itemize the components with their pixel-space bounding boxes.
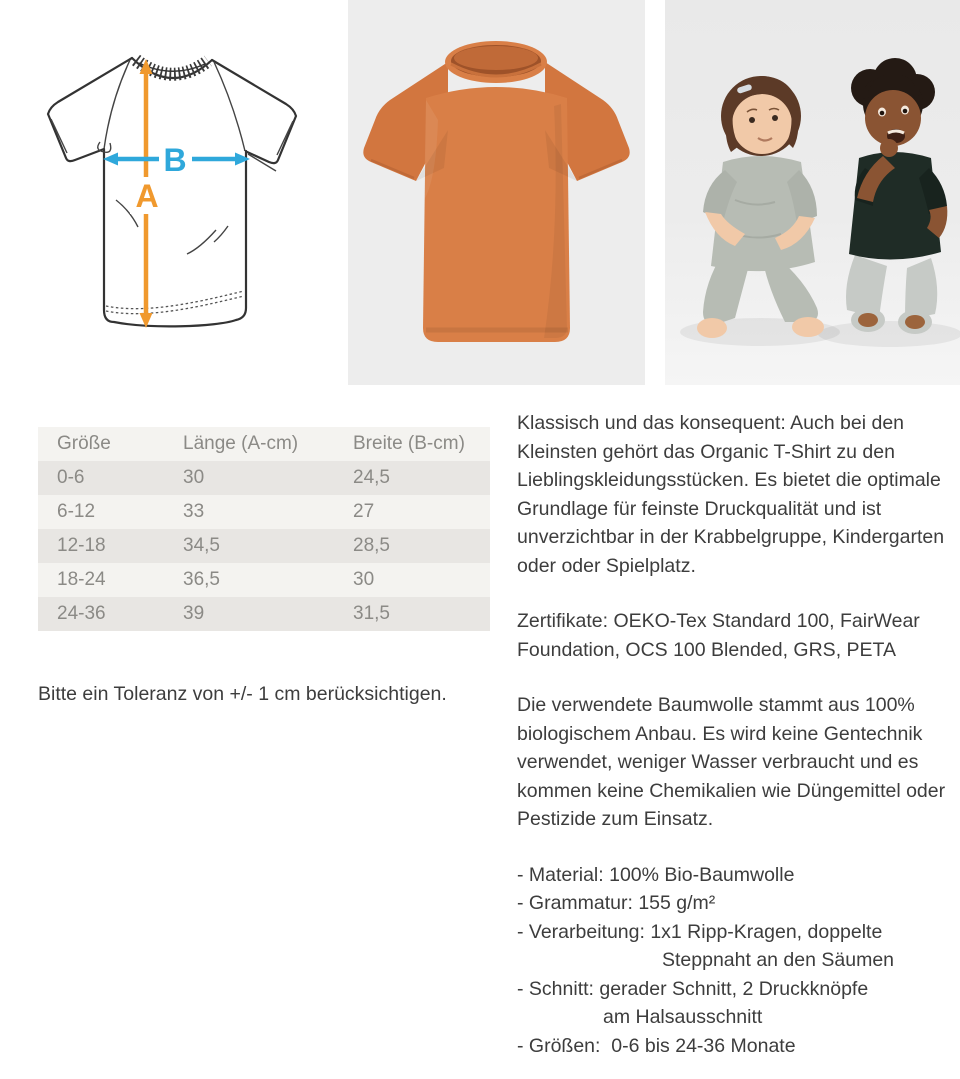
spec-list [517, 861, 947, 1061]
cell-length: 33 [183, 501, 205, 522]
baby-left [697, 76, 824, 338]
table-row [38, 563, 490, 597]
cell-size: 0-6 [57, 467, 85, 488]
col-header-width: Breite (B-cm) [353, 433, 465, 454]
cell-width: 30 [353, 569, 375, 590]
description-paragraph-intro: Klassisch und das konsequent: Auch bei den Kleinsten gehört das Organic T-Shirt zu den Lieblingskleidungsstücken. Es bietet die optimale Grundlage für feinste Druckqualität und ist unverzichtbar in der Krabbelgruppe, Kindergarten oder oder Spielplatz. [517, 412, 945, 577]
cell-length: 36,5 [183, 569, 220, 590]
spec-verarbeitung: - Verarbeitung: 1x1 Ripp-Kragen, doppelte [517, 920, 883, 943]
cell-width: 28,5 [353, 535, 390, 556]
cell-size: 24-36 [57, 603, 106, 624]
cell-length: 34,5 [183, 535, 220, 556]
size-diagram [20, 30, 340, 360]
table-row [38, 529, 490, 563]
product-photo-orange-tshirt [348, 0, 645, 385]
cell-size: 12-18 [57, 535, 106, 556]
baby-right [846, 58, 947, 334]
table-row [38, 597, 490, 631]
size-table-header-row [38, 427, 490, 461]
cell-width: 27 [353, 501, 375, 522]
spec-schnitt-cont: am Halsausschnitt [603, 1006, 763, 1028]
cell-width: 24,5 [353, 467, 390, 488]
tolerance-note: Bitte ein Toleranz von +/- 1 cm berücksichtigen. [38, 683, 447, 705]
spec-schnitt: - Schnitt: gerader Schnitt, 2 Druckknöpfe [517, 977, 869, 1000]
size-table [38, 427, 490, 631]
spec-grammatur: - Grammatur: 155 g/m² [517, 892, 716, 914]
label-b: B [163, 142, 187, 178]
label-a: A [135, 178, 159, 214]
product-description [517, 409, 947, 1060]
cell-length: 39 [183, 603, 205, 624]
table-row [38, 461, 490, 495]
orange-tshirt-image [348, 0, 645, 385]
babies-image [665, 0, 960, 385]
description-paragraph-certificates: Zertifikate: OEKO-Tex Standard 100, FairWear Foundation, OCS 100 Blended, GRS, PETA [517, 610, 920, 661]
spec-material: - Material: 100% Bio-Baumwolle [517, 863, 795, 886]
col-header-size: Größe [57, 433, 111, 454]
description-paragraph-cotton: Die verwendete Baumwolle stammt aus 100% biologischem Anbau. Es wird keine Gentechnik verwendet, weniger Wasser verbraucht und es kommen keine Chemikalien wie Düngemittel oder Pestizide zum Einsatz. [517, 694, 946, 830]
cell-width: 31,5 [353, 603, 390, 624]
cell-size: 18-24 [57, 569, 106, 590]
cell-size: 6-12 [57, 501, 96, 522]
spec-groessen: - Größen: 0-6 bis 24-36 Monate [517, 1034, 796, 1057]
table-row [38, 495, 490, 529]
col-header-length: Länge (A-cm) [183, 433, 299, 454]
tshirt-outline-drawing [20, 30, 340, 360]
cell-length: 30 [183, 467, 205, 488]
lifestyle-photo-babies [665, 0, 960, 385]
spec-verarbeitung-cont: Steppnaht an den Säumen [662, 949, 895, 971]
